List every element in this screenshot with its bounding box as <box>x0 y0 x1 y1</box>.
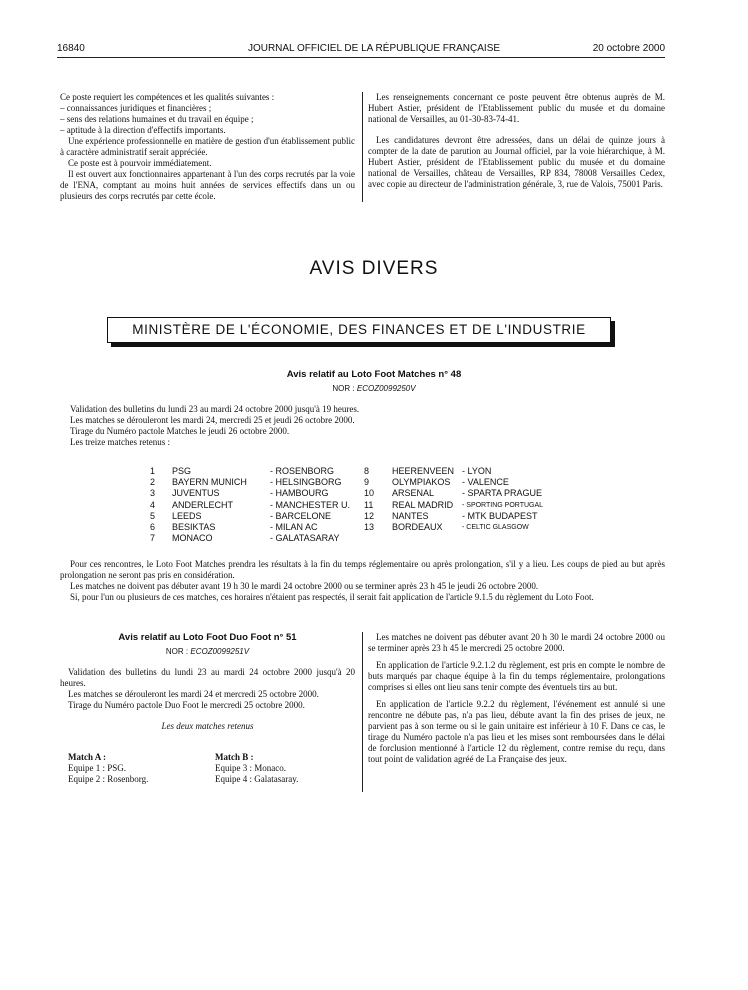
match-a <box>68 752 208 785</box>
duo51-subtitle: Les deux matches retenus <box>161 721 254 731</box>
match-number: 13 <box>364 522 375 532</box>
nor-label: NOR : <box>332 384 355 393</box>
away-team: - HAMBOURG <box>270 488 329 499</box>
duo51-left-column <box>60 667 355 732</box>
paragraph: Validation des bulletins du lundi 23 au mardi 24 octobre 2000 jusqu'à 20 heures. <box>60 667 355 688</box>
away-team: - ROSENBORG <box>270 466 335 476</box>
nor-code: ECOZ0099250V <box>356 384 416 393</box>
text-line: Validation des bulletins du lundi 23 au mardi 24 octobre 2000 jusqu'à 19 heures. <box>70 404 360 414</box>
match-number: 12 <box>364 510 375 521</box>
loto48-title: Avis relatif au Loto Foot Matches n° 48 <box>286 369 462 380</box>
match-b-team4: Equipe 4 : Galatasaray. <box>215 774 299 784</box>
table-row <box>150 511 350 522</box>
paragraph: Tirage du Numéro pactole Duo Foot le mercredi 25 octobre 2000. <box>68 700 305 710</box>
list-item: – connaissances juridiques et financières ; <box>60 103 212 113</box>
match-number: 6 <box>150 522 156 532</box>
table-row <box>360 477 560 488</box>
text-line: Tirage du Numéro pactole Matches le jeudi 26 octobre 2000. <box>70 426 290 436</box>
loto48-intro <box>70 404 665 448</box>
table-row <box>150 488 350 499</box>
paragraph: Pour ces rencontres, le Loto Foot Matches prendra les résultats à la fin du temps réglementaire ou après prolongation, s'il y a lieu. Les coups de pied au but après prolongation ne seront pas pris en considération. <box>60 559 665 580</box>
home-team: PSG <box>172 466 192 476</box>
away-team: - MANCHESTER U. <box>270 499 351 510</box>
journal-title: JOURNAL OFFICIEL DE LA RÉPUBLIQUE FRANÇAISE <box>247 43 501 54</box>
home-team: MONACO <box>172 533 213 544</box>
paragraph: Si, pour l'un ou plusieurs de ces matches, ces horaires n'étaient pas respectés, il serait fait application de l'article 9.1.5 du règlement du Loto Foot. <box>70 592 594 602</box>
table-row <box>150 522 350 533</box>
paragraph: En application de l'article 9.2.2 du règlement, l'événement est annulé si une rencontre ne débute pas, n'a pas lieu, débute avant la fin des prises de jeux, ne parvient pas à son terme ou si le gain unitaire est inférieur à 10 F. Dans ce cas, le tirage du Numéro pactole n'a pas lieu et les mises sont remboursées dans le délai de forclusion mentionné à l'article 12 du règlement, contre remise du reçu, dans tout point de validation agréé de La Française des jeux. <box>368 699 665 764</box>
paragraph: Les matches se dérouleront les mardi 24 et mercredi 25 octobre 2000. <box>68 689 319 699</box>
match-a-team2: Equipe 2 : Rosenborg. <box>68 774 149 784</box>
home-team: OLYMPIAKOS <box>392 477 451 488</box>
away-team: - SPORTING PORTUGAL <box>462 501 544 509</box>
top-right-column <box>368 92 665 190</box>
header-rule <box>57 57 665 58</box>
table-row <box>150 477 350 488</box>
page-number: 16840 <box>57 43 85 54</box>
duo51-right-column <box>368 632 665 765</box>
table-row <box>150 533 350 544</box>
away-team: - VALENCE <box>462 477 509 488</box>
away-team: - CELTIC GLASGOW <box>462 524 529 531</box>
away-team: - HELSINGBORG <box>270 477 342 488</box>
away-team: - SPARTA PRAGUE <box>462 488 543 499</box>
nor-code: ECOZ0099251V <box>190 647 250 656</box>
home-team: REAL MADRID <box>392 499 454 510</box>
match-number: 7 <box>150 533 156 544</box>
match-number: 8 <box>364 466 370 476</box>
match-number: 4 <box>150 499 156 510</box>
list-item: – aptitude à la direction d'effectifs importants. <box>60 125 226 135</box>
paragraph: Ce poste requiert les compétences et les qualités suivantes : <box>60 92 275 102</box>
column-rule <box>362 632 363 792</box>
table-row <box>360 511 560 522</box>
column-rule <box>362 92 363 202</box>
match-number: 11 <box>364 499 374 510</box>
home-team: NANTES <box>392 510 429 521</box>
table-row <box>360 500 560 511</box>
duo51-nor <box>60 647 355 656</box>
paragraph: Les candidatures devront être adressées, dans un délai de quinze jours à compter de la date de parution au Journal officiel, par la voie hiérarchique, à M. Hubert Astier, président de l'Etablissement public du musée et du domaine national de Versailles, château de Versailles, RP 834, 78008 Versailles Cedex, avec copie au directeur de l'administration générale, 3, rue de Valois, 75001 Paris. <box>368 135 665 189</box>
home-team: ANDERLECHT <box>172 499 234 510</box>
match-number: 1 <box>150 466 156 476</box>
away-team: - GALATASARAY <box>270 533 340 544</box>
away-team: - MTK BUDAPEST <box>462 510 538 521</box>
duo51-title: Avis relatif au Loto Foot Duo Foot n° 51 <box>118 632 297 643</box>
table-row <box>150 466 350 477</box>
home-team: BORDEAUX <box>392 522 443 532</box>
home-team: BAYERN MUNICH <box>172 477 247 488</box>
paragraph: Les renseignements concernant ce poste peuvent être obtenus auprès de M. Hubert Astier, président de l'Etablissement public du musée et du domaine national de Versailles, au 01-30-83-74-41. <box>368 92 665 124</box>
home-team: JUVENTUS <box>172 488 220 499</box>
away-team: - LYON <box>462 466 492 476</box>
top-left-column <box>60 92 355 202</box>
table-row <box>360 466 560 477</box>
list-item: – sens des relations humaines et du travail en équipe ; <box>60 114 254 124</box>
match-b-label: Match B : <box>215 752 254 762</box>
paragraph: Les matches ne doivent pas débuter avant 19 h 30 le mardi 24 octobre 2000 ou se terminer après 23 h 45 le jeudi 26 octobre 2000. <box>70 581 539 591</box>
paragraph: Ce poste est à pourvoir immédiatement. <box>68 158 212 168</box>
table-row <box>360 488 560 499</box>
away-team: - MILAN AC <box>270 522 318 532</box>
match-number: 9 <box>364 477 370 488</box>
match-number: 3 <box>150 488 156 499</box>
ministry-heading: MINISTÈRE DE L'ÉCONOMIE, DES FINANCES ET DE L'INDUSTRIE <box>107 317 611 343</box>
home-team: ARSENAL <box>392 488 435 499</box>
table-row <box>150 500 350 511</box>
paragraph: Il est ouvert aux fonctionnaires appartenant à l'un des corps recrutés par la voie de l'ENA, comptant au moins huit années de services effectifs dans un ou plusieurs des corps recrutés par cette école. <box>60 169 355 201</box>
home-team: HEERENVEEN <box>392 466 455 476</box>
paragraph: Une expérience professionnelle en matière de gestion d'un établissement public à caractère administratif serait appréciée. <box>60 136 355 157</box>
match-number: 10 <box>364 488 375 499</box>
paragraph: En application de l'article 9.2.1.2 du règlement, est pris en compte le nombre de buts marqués par chaque équipe à la fin du temps réglementaire, prolongations comprises si elles ont lieu sans tenir compte des éventuels tirs au but. <box>368 660 665 692</box>
text-line: Les matches se dérouleront les mardi 24, mercredi 25 et jeudi 26 octobre 2000. <box>70 415 355 425</box>
paragraph: Les matches ne doivent pas débuter avant 20 h 30 le mardi 24 octobre 2000 ou se terminer après 23 h 45 le mercredi 25 octobre 2000. <box>368 632 665 653</box>
match-b-team3: Equipe 3 : Monaco. <box>215 763 286 773</box>
match-a-team1: Equipe 1 : PSG. <box>68 763 127 773</box>
home-team: LEEDS <box>172 510 202 521</box>
away-team: - BARCELONE <box>270 510 332 521</box>
text-line: Les treize matches retenus : <box>70 437 170 447</box>
header-date: 20 octobre 2000 <box>592 43 665 54</box>
loto48-nor <box>0 384 748 393</box>
table-row <box>360 522 560 533</box>
loto48-after <box>60 559 665 603</box>
home-team: BESIKTAS <box>172 522 216 532</box>
section-title: AVIS DIVERS <box>309 258 439 279</box>
match-number: 2 <box>150 477 156 488</box>
nor-label: NOR : <box>165 647 189 656</box>
match-number: 5 <box>150 510 156 521</box>
match-b <box>215 752 355 785</box>
match-a-label: Match A : <box>68 752 106 762</box>
